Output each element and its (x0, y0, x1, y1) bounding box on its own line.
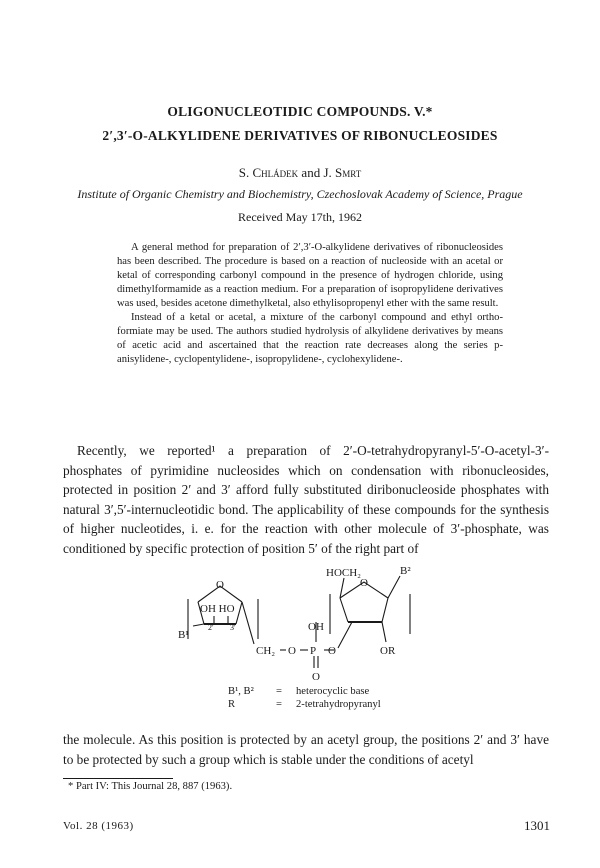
article-series-title: OLIGONUCLEOTIDIC COMPOUNDS. V.* (167, 104, 433, 119)
body-text-bottom (63, 730, 549, 769)
left-ring-c4 (236, 602, 242, 624)
label-or: OR (380, 645, 396, 657)
right-ring-c1 (382, 598, 388, 622)
abstract-paragraph-1: A general method for preparation of 2′,3′-O-alkylidene derivatives of ribonucleosides has been described. The procedure is based on a reaction of nucleoside with an acetal or ketal of corresponding carbonyl compound in the presence of hydrogen chloride, using dimethylformamide as a reaction medium. For a preparation of isopropylidene derivatives was used, besides acetone dimethylketal, also ethylisopropenyl ether with the same result. (117, 242, 503, 309)
b1-bond (193, 624, 204, 626)
structure-drawing (168, 564, 448, 684)
label-o-right: O (360, 577, 368, 589)
article-title: 2′,3′-O-ALKYLIDENE DERIVATIVES OF RIBONUCLEOSIDES (102, 128, 498, 143)
label-oh-phosphate: OH (308, 621, 324, 633)
hoch2-bond (340, 578, 344, 598)
authors-line (0, 165, 600, 181)
author-conjunction: and (298, 165, 324, 180)
legend-value: heterocyclic base (296, 686, 370, 697)
author-2: J. Smrt (323, 165, 362, 180)
legend-row (228, 685, 381, 698)
figure-legend (228, 685, 381, 711)
institute-affiliation: Institute of Organic Chemistry and Biochemistry, Czechoslovak Academy of Science, Prague (77, 187, 523, 201)
abstract (117, 241, 503, 367)
label-oh-ho: OH HO (200, 603, 235, 615)
body-text-top (63, 441, 549, 559)
label-o-bridge-2: O (328, 645, 336, 657)
legend-value: 2-tetrahydropyranyl (296, 699, 381, 710)
label-o-bridge-1: O (288, 645, 296, 657)
legend-equals: = (276, 699, 282, 710)
legend-equals: = (276, 686, 282, 697)
label-p: P (310, 645, 317, 657)
o3-bond (338, 622, 352, 648)
label-b1: B¹ (178, 629, 189, 641)
footnote-divider (63, 778, 173, 779)
label-hoch2: HOCH₂ (326, 567, 362, 579)
label-2prime: 2′ (208, 623, 214, 632)
footnote: * Part IV: This Journal 28, 887 (1963). (68, 781, 233, 792)
label-ch2: CH₂ (256, 645, 276, 657)
label-b2: B² (400, 565, 411, 577)
right-ring-c4 (340, 598, 348, 622)
label-o-left: O (216, 579, 224, 591)
label-o-bottom: O (312, 671, 320, 683)
label-3prime: 3′ (230, 623, 236, 632)
author-1: S. Chládek (238, 165, 299, 180)
body-paragraph-1: Recently, we reported¹ a preparation of 2′-O-tetrahydropyranyl-5′-O-acetyl-3′-phosphates of pyrimidine nucleosides which on condensation with ribonucleosides, protected in position 2′ and 3′ afford fully substituted diribonucleoside phosphates with natural 3′,5′-internucleotidic bond. The applicability of these compounds for the synthesis of higher nucleotides, i. e. for the reaction with other molecule of 3′-phosphate, was conditioned by specific protection of position 5′ of the right part of (63, 443, 549, 556)
received-date: Received May 17th, 1962 (238, 210, 362, 224)
or-bond (382, 622, 386, 642)
legend-row (228, 698, 381, 711)
abstract-paragraph-2: Instead of a ketal or acetal, a mixture of the carbonyl compound and ethyl ortho-formiate may be used. The authors studied hydrolysis of alkylidene derivatives by means of acetic acid and ascertained that the reaction rate decreases along the series p-anisylidene-, cyclopentylidene-, isopropylidene-, cyclohexylidene-. (117, 312, 503, 365)
legend-key: R (228, 699, 236, 710)
legend-key: B¹, B² (228, 686, 254, 697)
page-number: 1301 (524, 818, 550, 833)
volume-label: Vol. 28 (1963) (63, 820, 134, 832)
ch2-bond (242, 602, 254, 644)
b2-bond (388, 576, 400, 598)
body-paragraph-2: the molecule. As this position is protected by an acetyl group, the positions 2′ and 3′ have to be protected by such a group which is stable under the conditions of acetyl (63, 732, 549, 767)
